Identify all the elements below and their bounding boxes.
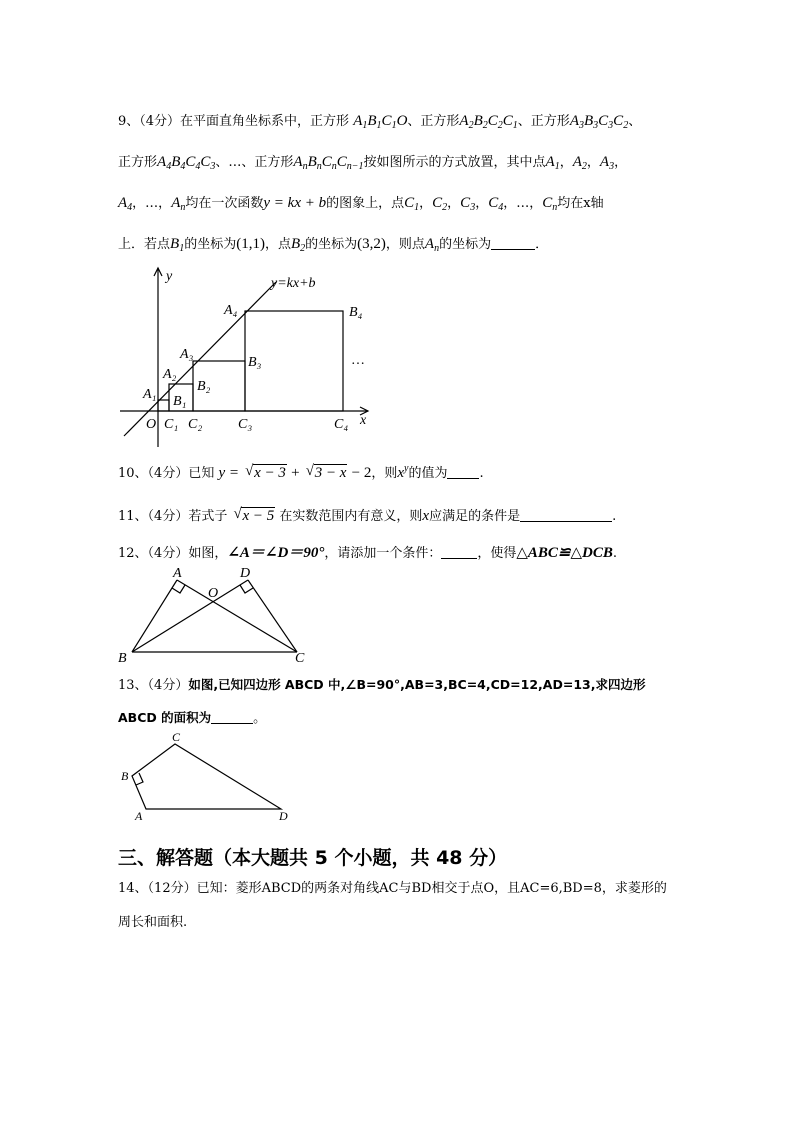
segment-ba: [132, 580, 177, 652]
section-3-title: 三、解答题（本大题共 5 个小题，共 48 分）: [118, 847, 508, 869]
square-n-name: $A_nB_nC_nC_{n-1}$: [293, 154, 364, 172]
label-O: O: [208, 586, 219, 601]
label-x: x: [360, 413, 367, 428]
q13-line-1: 13、（4分）如图,已知四边形 ABCD 中,∠B=90°,AB=3,BC=4,CD=12,AD=13,求四边形: [118, 677, 646, 693]
sqrt-3-minus-x: √ 3 − x: [305, 463, 347, 481]
q13-line-2: ABCD 的面积为 。: [118, 710, 267, 726]
label-c4: C₄: [334, 417, 349, 432]
label-c1: C₁: [164, 417, 179, 432]
q10-line: 10、（4分）已知 y = √ x − 3 + √ 3 − x − 2，则$x^y$的值为 .: [118, 463, 484, 481]
answer-blank-q13[interactable]: [211, 711, 253, 724]
q10-number: 10、（4分）: [118, 466, 189, 481]
label-line: y=kx+b: [271, 276, 316, 291]
square-1: [158, 400, 169, 411]
label-B: B: [121, 769, 129, 783]
label-C: C: [172, 730, 181, 744]
segment-ac: [177, 580, 297, 652]
label-b4: B₄: [349, 305, 363, 320]
segment-bd: [132, 580, 248, 652]
q11-number: 11、（4分）: [118, 509, 189, 524]
q11-line: 11、（4分）若式子 √ x − 5 在实数范围内有意义，则x应满足的条件是 .: [118, 506, 617, 524]
q9-line-4: 上．若点$B_1$的坐标为(1,1)，点$B_2$的坐标为(3,2)，则点$A_n$的坐标为 ．: [118, 236, 549, 254]
label-a3: A₃: [180, 347, 194, 362]
q14-line-2: 周长和面积.: [118, 915, 188, 930]
segment-dc: [248, 580, 297, 652]
linear-function: y = kx + b: [263, 195, 327, 211]
label-A: A: [173, 566, 182, 581]
right-angle-b: [136, 773, 143, 785]
square-2-name: $A_2B_2C_2C_1$: [459, 113, 518, 131]
label-b2: B₂: [197, 379, 211, 394]
q14-line-1: 14、（12分）已知：菱形ABCD的两条对角线AC与BD相交于点O，且AC=6,BD=8，求菱形的: [118, 881, 667, 896]
q9-line-1: 9、（4分）在平面直角坐标系中，正方形 $A_1B_1C_1O$、正方形$A_2B_2C_2C_1$、正方形$A_3B_3C_3C_2$、: [118, 113, 642, 131]
square-3-name: $A_3B_3C_3C_2$: [569, 113, 629, 131]
q9-number: 9、（4分）: [118, 114, 181, 129]
label-B: B: [118, 651, 127, 666]
label-D: D: [240, 566, 251, 581]
sqrt-x-minus-3: √ x − 3: [245, 463, 286, 481]
label-a2: A₂: [163, 367, 177, 382]
sqrt-x-minus-5: √ x − 5: [233, 506, 275, 524]
label-A: A: [135, 809, 143, 823]
label-D: D: [279, 809, 288, 823]
label-C: C: [295, 651, 305, 666]
coord-b2: (3,2): [357, 236, 386, 252]
q13-number: 13、（4分）: [118, 678, 189, 693]
coord-b1: (1,1): [236, 236, 265, 252]
answer-blank-q12[interactable]: [441, 546, 477, 559]
right-angle-a: [172, 585, 185, 593]
quadrilateral-abcd: [132, 744, 281, 809]
label-b3: B₃: [248, 355, 262, 370]
label-a1: A₁: [143, 387, 157, 402]
label-c3: C₃: [238, 417, 253, 432]
figure-q12: [112, 562, 317, 667]
q9-line-2: 正方形$A_4B_4C_4C_3$、…、正方形$A_nB_nC_nC_{n-1}$按如图所示的方式放置，其中点$A_1$，$A_2$，$A_3$，: [118, 154, 628, 172]
q9-line-3: $A_4$，…，$A_n$均在一次函数y = kx + b的图象上，点$C_1$，$C_2$，$C_3$，$C_4$，…，$C_n$均在x轴: [118, 195, 604, 213]
q12-line: 12、（4分）如图，∠A＝∠D＝90°，请添加一个条件： ，使得△ABC≌△DCB.: [118, 545, 617, 561]
right-angle-d: [240, 585, 253, 593]
label-b1: B₁: [173, 394, 187, 409]
label-dots: …: [352, 353, 365, 368]
answer-blank-q9[interactable]: [491, 237, 535, 250]
q14-number: 14、（12分）: [118, 881, 197, 896]
q12-number: 12、（4分）: [118, 546, 189, 561]
label-y: y: [166, 269, 173, 284]
figure-q9: [110, 262, 380, 447]
label-c2: C₂: [188, 417, 203, 432]
figure-q13: [118, 730, 298, 825]
label-o: O: [146, 417, 157, 432]
square-1-name: $A_1B_1C_1O$: [353, 113, 408, 131]
label-a4: A₄: [224, 303, 238, 318]
answer-blank-q11[interactable]: [520, 509, 612, 522]
square-4-name: $A_4B_4C_4C_3$: [157, 154, 216, 172]
answer-blank-q10[interactable]: [447, 466, 479, 479]
